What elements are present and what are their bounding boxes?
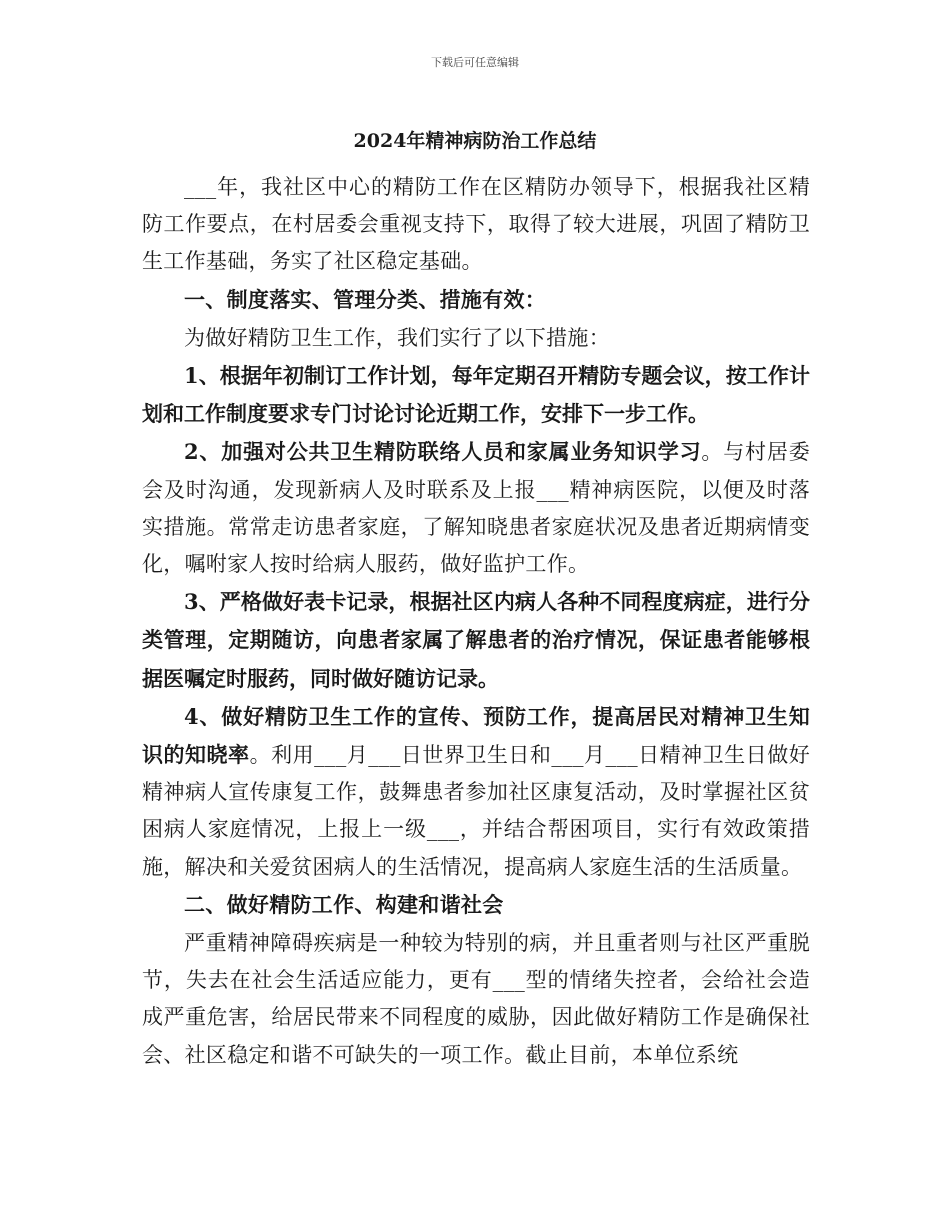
- paragraph-bold-text: 二、做好精防工作、构建和谐社会: [184, 891, 504, 917]
- paragraph-text: 。利用___月___日世界卫生日和___月___日精神卫生日做好精神病人宣传康复工作，鼓舞患者参加社区康复活动，及时掌握社区贫困病人家庭情况，上报上一级___，并结合帮困项目，实行有效政策措施，解决和关爱贫困病人的生活情况，提高病人家庭生活的生活质量。: [142, 743, 810, 879]
- paragraph-section-2-body: [142, 924, 810, 1074]
- paragraph-text: 。与村居委会及时沟通，发现新病人及时联系及上报___精神病医院，以便及时落实措施。常常走访患者家庭，了解知晓患者家庭状况及患者近期病情变化，嘱咐家人按时给病人服药，做好监护工作。: [142, 440, 811, 577]
- paragraph-text: 为做好精防卫生工作，我们实行了以下措施：: [184, 325, 610, 350]
- paragraph-item-2: [142, 433, 810, 583]
- paragraph-intro: [142, 168, 810, 281]
- paragraph-text: ___年，我社区中心的精防工作在区精防办领导下，根据我社区精防工作要点，在村居委会重视支持下，取得了较大进展，巩固了精防卫生工作基础，务实了社区稳定基础。: [142, 175, 810, 274]
- paragraph-item-1: [142, 357, 810, 433]
- document-title: 2024年精神病防治工作总结: [353, 130, 597, 152]
- section-heading-1: [142, 281, 810, 319]
- document-body: [142, 168, 810, 1074]
- paragraph-item-3: [142, 583, 810, 698]
- paragraph-bold-text: 4、做好精防卫生工作的宣传、预防工作，提高居民对精神卫生知识的知晓率: [142, 703, 810, 768]
- section-heading-2: [142, 886, 810, 924]
- paragraph-bold-text: 3、严格做好表卡记录，根据社区内病人各种不同程度病症，进行分类管理，定期随访，向患者家属了解患者的治疗情况，保证患者能够根据医嘱定时服药，同时做好随访记录。: [142, 589, 810, 691]
- paragraph-bold-text: 1、根据年初制订工作计划，每年定期召开精防专题会议，按工作计划和工作制度要求专门讨论讨论近期工作，安排下一步工作。: [142, 363, 810, 427]
- paragraph-item-4: [142, 698, 810, 886]
- paragraph-text: 严重精神障碍疾病是一种较为特别的病，并且重者则与社区严重脱节，失去在社会生活适应能力，更有___型的情绪失控者，会给社会造成严重危害，给居民带来不同程度的威胁，因此做好精防工作是确保社会、社区稳定和谐不可缺失的一项工作。截止目前，本单位系统: [142, 931, 810, 1067]
- paragraph-bold-text: 2、加强对公共卫生精防联络人员和家属业务知识学习: [184, 439, 702, 465]
- paragraph-bold-text: 一、制度落实、管理分类、措施有效：: [184, 286, 547, 312]
- paragraph-measures-intro: [142, 319, 810, 357]
- header-note: 下载后可任意编辑: [431, 56, 519, 69]
